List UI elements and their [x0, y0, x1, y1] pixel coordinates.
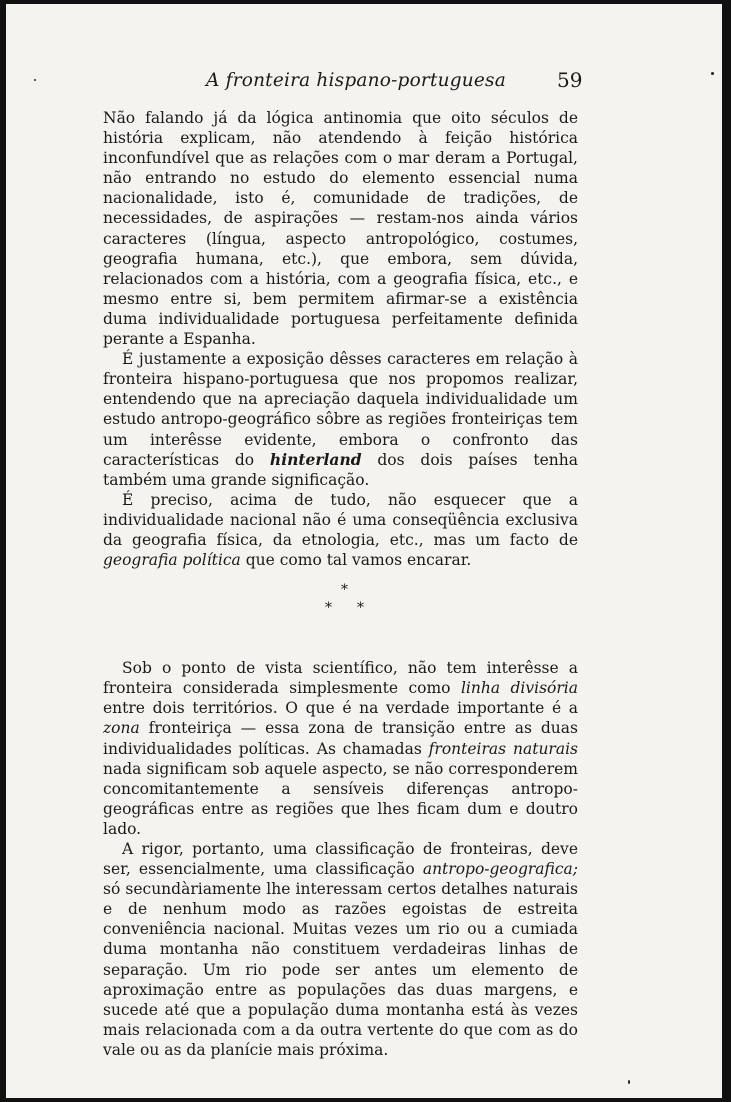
book-page: [6, 4, 722, 1098]
geografia-politica-term: geografia política: [103, 551, 241, 570]
paragraph-1: [103, 108, 578, 349]
hinterland-term: hinterland: [269, 449, 362, 469]
paragraph-2-text-b: dos dois países tenha também uma grande significação.: [103, 450, 578, 489]
paragraph-1-text: Não falando já da lógica antinomia que oito séculos de história explicam, não atendendo à feição histórica inconfundível que as relações com o mar deram a Portugal, não entrando no estudo do elemento essencial numa nacionalidade, isto é, comunidade de tradições, de necessidades, de aspirações — restam-nos ainda vários caracteres (língua, aspecto antropológico, costumes, geografia humana, etc.), que embora, sem dúvida, relacionados com a história, com a geografia física, etc., e mesmo entre si, bem permitem afirmar-se a existência duma individualidade portuguesa perfeitamente definida perante a Espanha.: [103, 109, 578, 349]
body-text: [103, 108, 578, 1060]
paragraph-4-text-b: entre dois territórios. O que é na verdade importante é a: [103, 699, 578, 718]
paragraph-5-text-b: só secundàriamente lhe interessam certos detalhes naturais e de nenhum modo as razões egoistas de estreita conveniência nacional. Muitas vezes um rio ou a cumiada duma montanha não constituem verdadeiras linhas de separação. Um rio pode ser antes um elemento de aproximação entre as populações das duas margens, e sucede até que a população duma montanha está às vezes mais relacionada com a da outra vertente do que com as do vale ou as da planície mais próxima.: [103, 880, 578, 1059]
paragraph-4-text-a: Sob o ponto de vista scientífico, não tem interêsse a fronteira considerada simplesmente como: [103, 659, 578, 698]
linha-divisoria-term: linha divisória: [460, 679, 578, 698]
running-title: A fronteira hispano-portuguesa: [206, 70, 506, 91]
paragraph-4-text-d: nada significam sob aquele aspecto, se não corresponderem concomitantemente a sensíveis diferenças antropo-geográficas entre as regiões que lhes ficam dum e doutro lado.: [103, 759, 578, 838]
paragraph-3-text-a: É preciso, acima de tudo, não esquecer que a individualidade nacional não é uma conseqüência exclusiva da geografia física, da etnologia, etc., mas um facto de: [103, 490, 578, 549]
asterism-star-top: *: [341, 582, 348, 599]
zona-term: zona: [103, 719, 140, 738]
fronteiras-naturais-term: fronteiras naturais: [428, 739, 578, 758]
print-speck: [711, 72, 714, 75]
paragraph-5: [103, 839, 578, 1060]
page-number: 59: [557, 68, 583, 92]
asterism-star-left: *: [325, 600, 332, 617]
paragraph-3-text-b: que como tal vamos encarar.: [240, 551, 472, 570]
antropo-geografica-term: antropo-geografica;: [422, 860, 578, 879]
paragraph-2-text-a: É justamente a exposição dêsses caracteres em relação à fronteira hispano-portuguesa que nos propomos realizar, entendendo que na apreciação daquela individualidade um estudo antropo-geográfico sôbre as regiões fronteiriças tem um interêsse evidente, embora o confronto das características do: [103, 350, 578, 469]
paragraph-5-text-a: A rigor, portanto, uma classificação de fronteiras, deve ser, essencialmente, uma classificação: [103, 840, 578, 879]
asterism-star-right: *: [357, 600, 364, 617]
print-speck: [628, 1080, 630, 1084]
paragraph-2: [103, 349, 578, 490]
print-speck: [34, 79, 36, 81]
paragraph-4: [103, 658, 578, 839]
page-header: [6, 66, 722, 96]
paragraph-4-text-c: fronteiriça — essa zona de transição entre as duas individualidades políticas. As chamadas: [103, 719, 578, 758]
paragraph-3: [103, 490, 578, 570]
section-separator-asterism: [103, 570, 578, 644]
